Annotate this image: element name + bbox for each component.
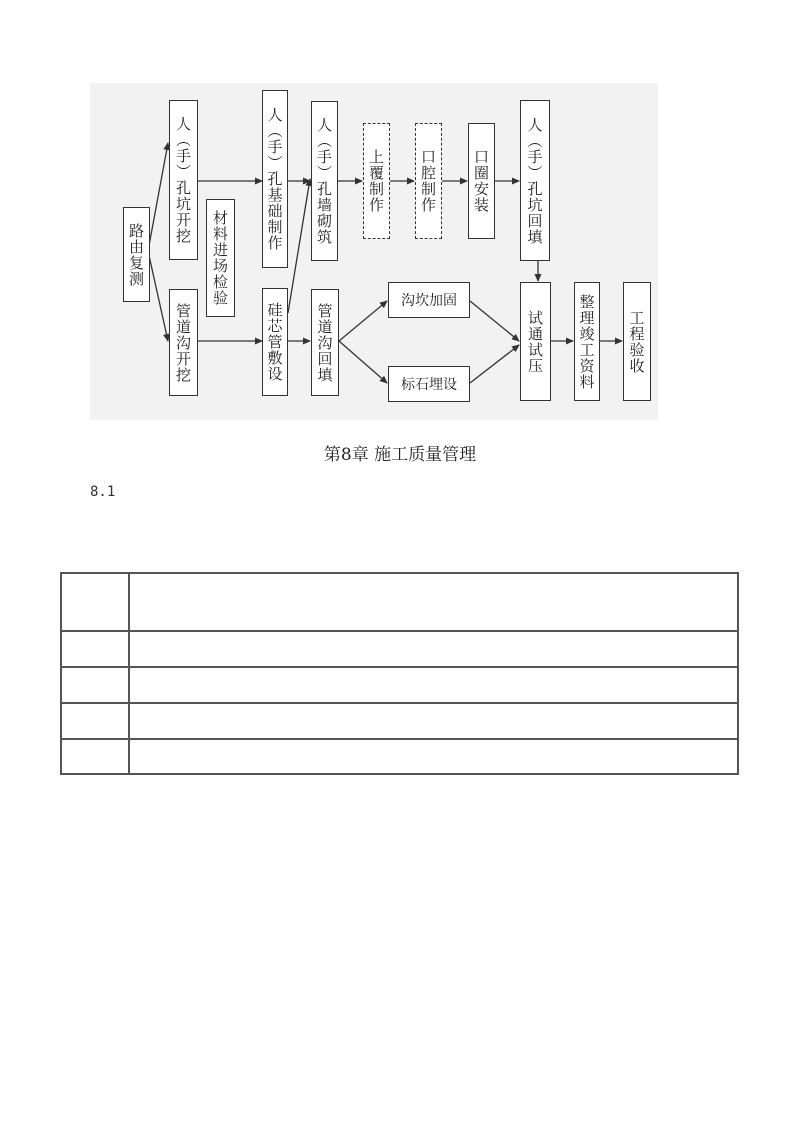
table-cell — [129, 667, 738, 703]
node-route-survey — [123, 207, 150, 302]
table-row — [61, 667, 738, 703]
node-ditch-reinforce — [388, 282, 470, 318]
section-number: 8.1 — [90, 484, 116, 500]
node-trench-digging-label: 管道沟开挖 — [174, 302, 192, 383]
node-project-acceptance — [623, 282, 651, 401]
node-project-acceptance-label: 工程验收 — [627, 309, 646, 374]
node-trench-backfill — [311, 289, 339, 396]
node-completion-docs — [574, 282, 600, 401]
node-pit-base-label: 人（手）孔基础制作 — [265, 107, 284, 251]
table-cell — [61, 703, 129, 739]
construction-flowchart — [90, 83, 658, 420]
node-pipe-laying-label: 硅芯管敷设 — [265, 302, 284, 382]
node-cover-making — [363, 123, 390, 239]
table-row — [61, 703, 738, 739]
table-row — [61, 631, 738, 667]
node-mouth-making — [415, 123, 442, 239]
node-pit-backfill — [520, 100, 550, 261]
node-pit-wall — [311, 101, 338, 261]
node-ring-install — [468, 123, 495, 239]
table-cell — [129, 739, 738, 774]
node-pressure-test-label: 试通试压 — [526, 309, 544, 374]
node-trench-digging — [169, 289, 198, 396]
node-pressure-test — [520, 282, 551, 401]
node-pit-wall-label: 人（手）孔墙砌筑 — [315, 117, 333, 245]
node-pit-digging — [169, 100, 198, 260]
table-cell — [61, 667, 129, 703]
table-cell — [129, 631, 738, 667]
table-cell — [129, 703, 738, 739]
node-mouth-making-label: 口腔制作 — [419, 149, 437, 213]
node-marker-bury-label: 标石埋设 — [401, 377, 457, 393]
node-pipe-laying — [262, 288, 288, 396]
table-cell — [61, 573, 129, 631]
table-cell — [129, 573, 738, 631]
node-cover-making-label: 上覆制作 — [367, 149, 385, 213]
node-trench-backfill-label: 管道沟回填 — [315, 302, 334, 383]
node-pit-backfill-label: 人（手）孔坑回填 — [525, 116, 544, 245]
node-route-survey-label: 路由复测 — [127, 222, 145, 287]
table-row — [61, 573, 738, 631]
chapter-title: 第8章 施工质量管理 — [323, 445, 477, 465]
node-pit-digging-label: 人（手）孔坑开挖 — [174, 116, 192, 244]
node-material-inspection-label: 材料进场检验 — [211, 210, 229, 306]
node-completion-docs-label: 整理竣工资料 — [577, 293, 596, 390]
node-ring-install-label: 口圈安装 — [472, 149, 490, 213]
node-marker-bury — [388, 366, 470, 402]
table-cell — [61, 739, 129, 774]
node-ditch-reinforce-label: 沟坎加固 — [401, 293, 457, 309]
node-pit-base — [262, 90, 288, 268]
node-material-inspection — [206, 199, 235, 317]
table-row — [61, 739, 738, 774]
table-cell — [61, 631, 129, 667]
quality-table — [60, 572, 739, 775]
